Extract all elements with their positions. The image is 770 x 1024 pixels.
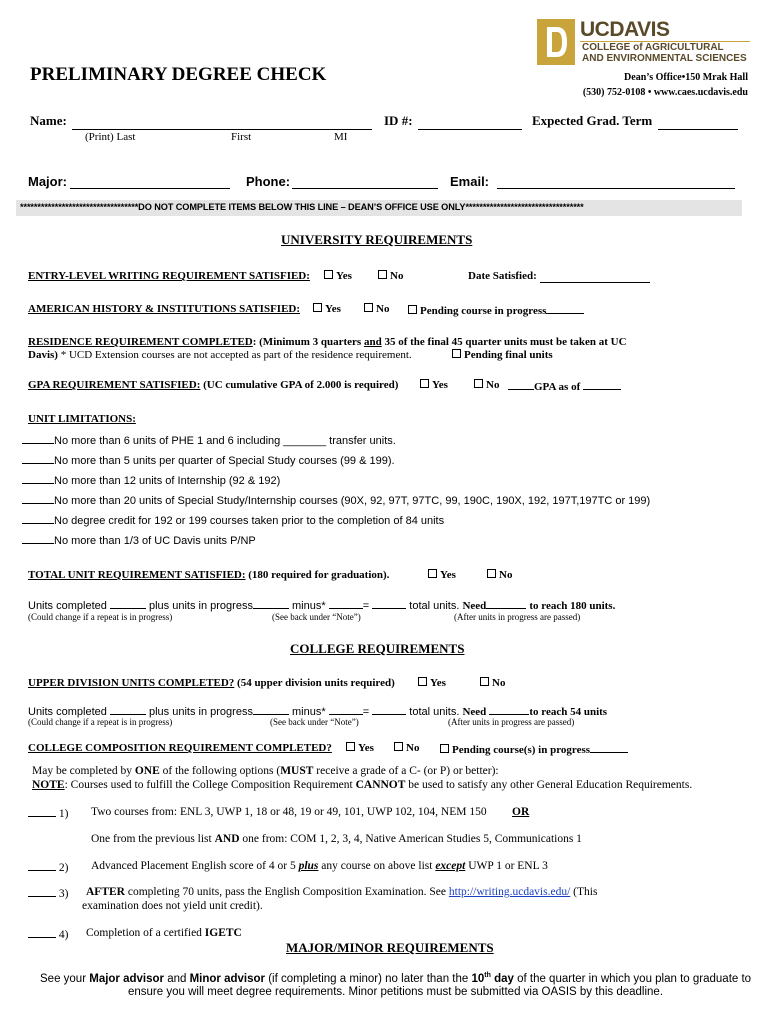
total-no[interactable]: No xyxy=(487,569,512,581)
ahi-pending-checkbox[interactable] xyxy=(408,305,417,314)
see-note: (See back under “Note”) xyxy=(272,612,361,622)
id-label: ID #: xyxy=(384,113,413,128)
comp-yes[interactable]: Yes xyxy=(346,742,374,754)
total-units-calc[interactable]: Units completed plus units in progress minus* = total units. Need to reach 180 units. xyxy=(28,600,616,612)
option-3-text-cont: examination does not yield unit credit). xyxy=(82,900,263,912)
limit-item[interactable]: No more than 6 units of PHE 1 and 6 including _______ transfer units. xyxy=(22,433,396,447)
option-3[interactable]: 3) xyxy=(28,886,68,900)
could-change-note: (Could change if a repeat is in progress) xyxy=(28,612,173,622)
uc-davis-shield-icon xyxy=(537,19,575,65)
elwr-yes[interactable]: Yes xyxy=(324,270,352,282)
elwr-no[interactable]: No xyxy=(378,270,403,282)
grad-term-label: Expected Grad. Term xyxy=(532,113,653,128)
elwr-no-checkbox[interactable] xyxy=(378,270,387,279)
upper-no-checkbox[interactable] xyxy=(480,677,489,686)
composition-note: NOTE: Courses used to fulfill the College Composition Requirement CANNOT be used to satisfy any other General Education Requirements. xyxy=(32,779,693,791)
major-label: Major: xyxy=(28,174,67,189)
grad-term-field[interactable] xyxy=(658,129,738,130)
residence-pending[interactable]: Pending final units xyxy=(452,349,553,361)
total-no-checkbox[interactable] xyxy=(487,569,496,578)
gpa-yes[interactable]: Yes xyxy=(420,379,448,391)
date-satisfied-field[interactable] xyxy=(540,282,650,283)
ahi-yes-checkbox[interactable] xyxy=(313,303,322,312)
after-units-note: (After units in progress are passed) xyxy=(448,717,575,727)
elwr-label: ENTRY-LEVEL WRITING REQUIREMENT SATISFIED: xyxy=(28,270,310,282)
total-units-line: TOTAL UNIT REQUIREMENT SATISFIED: (180 required for graduation). xyxy=(28,569,390,581)
gpa-no[interactable]: No xyxy=(474,379,499,391)
major-minor-line1: See your Major advisor and Minor advisor (if completing a minor) no later than the 10th day of the quarter in which you plan to graduate to xyxy=(40,972,752,985)
name-field[interactable] xyxy=(72,129,372,130)
upper-no[interactable]: No xyxy=(480,677,505,689)
residence-line1: RESIDENCE REQUIREMENT COMPLETED: (Minimum 3 quarters and 35 of the final 45 quarter units must be taken at UC xyxy=(28,336,627,348)
residence-line2: Davis) * UCD Extension courses are not accepted as part of the residence requirement. xyxy=(28,349,412,361)
limit-item[interactable]: No more than 5 units per quarter of Special Study courses (99 & 199). xyxy=(22,453,395,467)
writing-exam-link[interactable]: http://writing.ucdavis.edu/ xyxy=(448,886,571,898)
gpa-yes-checkbox[interactable] xyxy=(420,379,429,388)
mi-label: MI xyxy=(334,131,348,143)
phone-label: Phone: xyxy=(246,174,291,189)
date-satisfied-label: Date Satisfied: xyxy=(468,270,537,282)
ahi-pending[interactable]: Pending course in progress xyxy=(408,303,584,317)
major-field[interactable] xyxy=(70,188,230,189)
first-label: First xyxy=(231,131,252,143)
option-4-text: Completion of a certified IGETC xyxy=(86,927,242,939)
university-heading: UNIVERSITY REQUIREMENTS xyxy=(281,232,473,247)
limit-item[interactable]: No more than 20 units of Special Study/Internship courses (90X, 92, 97T, 97TC, 99, 190C, 190X, 192, 197T,197TC or 199) xyxy=(22,493,650,507)
phone-field[interactable] xyxy=(292,188,438,189)
see-note: (See back under “Note”) xyxy=(270,717,359,727)
option-2-text: Advanced Placement English score of 4 or 5 plus any course on above list except UWP 1 or ENL 3 xyxy=(91,860,548,872)
option-1b-text: One from the previous list AND one from: COM 1, 2, 3, 4, Native American Studies 5, Communications 1 xyxy=(91,833,582,845)
option-1[interactable]: 1) xyxy=(28,806,68,820)
office-address: Dean’s Office•150 Mrak Hall xyxy=(624,72,748,83)
residence-pending-checkbox[interactable] xyxy=(452,349,461,358)
total-yes[interactable]: Yes xyxy=(428,569,456,581)
comp-pending-checkbox[interactable] xyxy=(440,744,449,753)
total-yes-checkbox[interactable] xyxy=(428,569,437,578)
email-label: Email: xyxy=(450,174,490,189)
comp-no-checkbox[interactable] xyxy=(394,742,403,751)
ahi-no-checkbox[interactable] xyxy=(364,303,373,312)
page-title: PRELIMINARY DEGREE CHECK xyxy=(30,64,327,85)
limit-item[interactable]: No more than 1/3 of UC Davis units P/NP xyxy=(22,533,256,547)
id-field[interactable] xyxy=(418,129,522,130)
may-complete-line: May be completed by ONE of the following options (MUST receive a grade of a C- (or P) or better): xyxy=(32,765,499,777)
email-field[interactable] xyxy=(497,188,735,189)
limit-item[interactable]: No degree credit for 192 or 199 courses taken prior to the completion of 84 units xyxy=(22,513,444,527)
major-minor-line2: ensure you will meet degree requirements. Minor petitions must be submitted via OASIS by this deadline. xyxy=(128,986,664,998)
or-label: OR xyxy=(512,806,530,818)
upper-yes[interactable]: Yes xyxy=(418,677,446,689)
upper-units-calc[interactable]: Units completed plus units in progress minus* = total units. Need to reach 54 units xyxy=(28,706,608,718)
limit-item[interactable]: No more than 12 units of Internship (92 & 192) xyxy=(22,473,280,487)
name-label: Name: xyxy=(30,113,67,128)
logo-name: UCDAVIS xyxy=(580,18,670,41)
comp-pending[interactable]: Pending course(s) in progress xyxy=(440,742,628,756)
upper-division-line: UPPER DIVISION UNITS COMPLETED? (54 upper division units required) xyxy=(28,677,395,689)
gpa-no-checkbox[interactable] xyxy=(474,379,483,388)
logo-college-line2: AND ENVIRONMENTAL SCIENCES xyxy=(582,53,747,64)
option-4[interactable]: 4) xyxy=(28,927,68,941)
office-use-notice: **********************************DO NOT COMPLETE ITEMS BELOW THIS LINE – DEAN’S OFFICE USE ONLY********************************** xyxy=(20,202,584,212)
unit-limitations-label: UNIT LIMITATIONS: xyxy=(28,413,136,425)
option-1-text: Two courses from: ENL 3, UWP 1, 18 or 48, 19 or 49, 101, UWP 102, 104, NEM 150 xyxy=(91,806,487,818)
logo-college-line1: COLLEGE of AGRICULTURAL xyxy=(582,42,724,53)
elwr-yes-checkbox[interactable] xyxy=(324,270,333,279)
gpa-line: GPA REQUIREMENT SATISFIED: (UC cumulative GPA of 2.000 is required) xyxy=(28,379,399,391)
composition-label: COLLEGE COMPOSITION REQUIREMENT COMPLETED? xyxy=(28,742,332,754)
option-3-text: AFTER completing 70 units, pass the English Composition Examination. See http://writing.ucdavis.edu/ (This xyxy=(86,886,598,898)
after-units-note: (After units in progress are passed) xyxy=(454,612,581,622)
office-contact: (530) 752-0108 • www.caes.ucdavis.edu xyxy=(582,87,748,98)
could-change-note: (Could change if a repeat is in progress) xyxy=(28,717,173,727)
comp-yes-checkbox[interactable] xyxy=(346,742,355,751)
print-last-label: (Print) Last xyxy=(85,131,136,143)
option-2[interactable]: 2) xyxy=(28,860,68,874)
major-minor-heading: MAJOR/MINOR REQUIREMENTS xyxy=(286,940,494,955)
ahi-label: AMERICAN HISTORY & INSTITUTIONS SATISFIED: xyxy=(28,303,301,315)
upper-yes-checkbox[interactable] xyxy=(418,677,427,686)
college-heading: COLLEGE REQUIREMENTS xyxy=(290,641,465,656)
gpa-as-of[interactable]: GPA as of xyxy=(508,379,621,393)
ahi-yes[interactable]: Yes xyxy=(313,303,341,315)
ahi-no[interactable]: No xyxy=(364,303,389,315)
comp-no[interactable]: No xyxy=(394,742,419,754)
